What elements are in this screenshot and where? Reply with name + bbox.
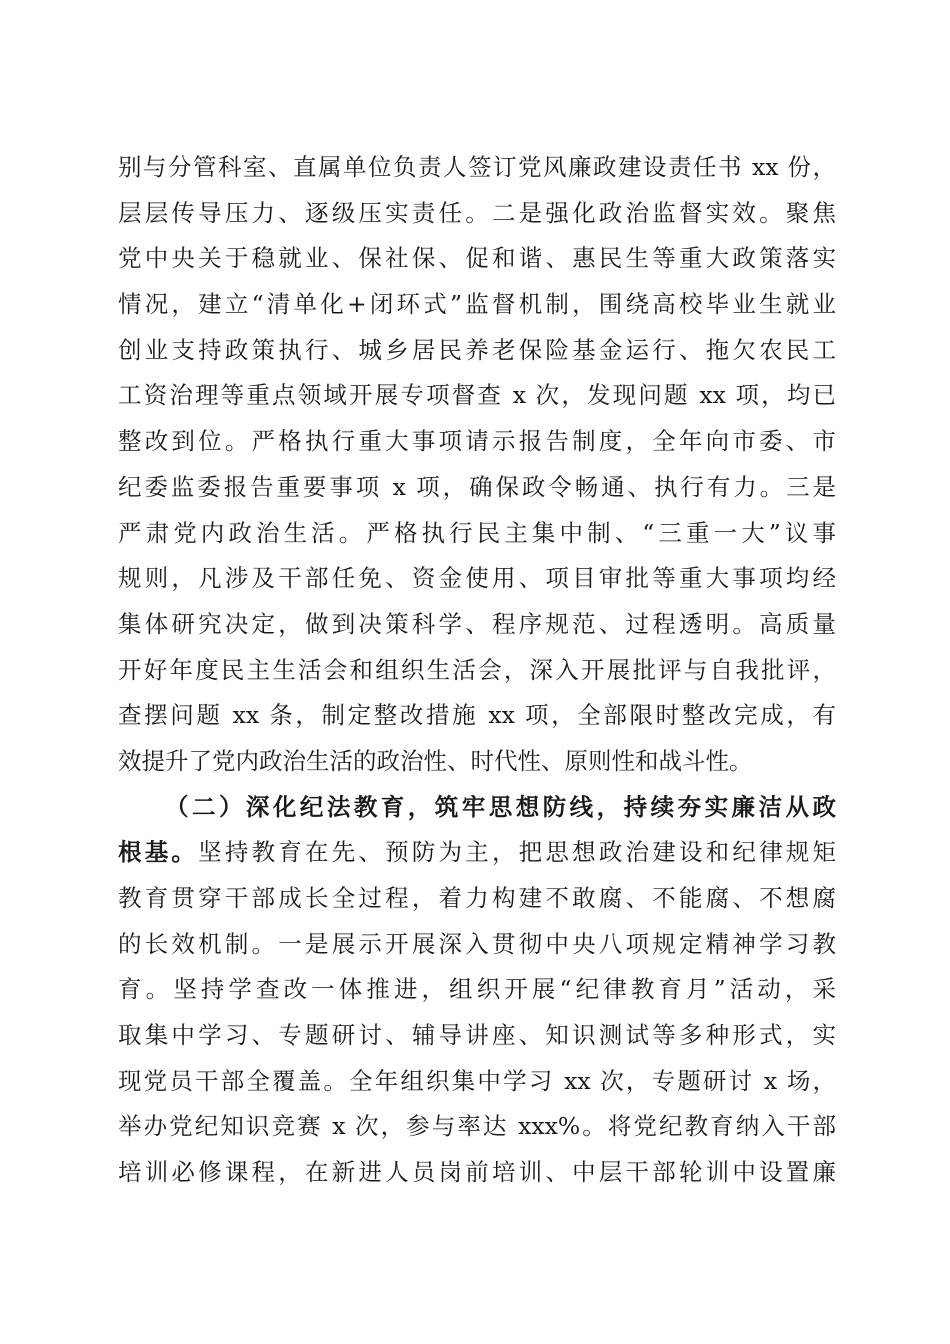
paragraph-line: 层层传导压力、逐级压实责任。二是强化政治监督实效。聚焦 xyxy=(118,198,836,227)
section-heading: （二）深化纪法教育，筑牢思想防线，持续夯实廉洁从政 xyxy=(165,792,836,821)
paragraph-line: 效提升了党内政治生活的政治性、时代性、原则性和战斗性。 xyxy=(118,746,753,775)
paragraph-line: 举办党纪知识竞赛 x 次，参与率达 xxx%。将党纪教育纳入干部 xyxy=(118,1112,836,1141)
section-heading-tail: 根基。 xyxy=(118,838,199,867)
paragraph-line: 严肃党内政治生活。严格执行民主集中制、“三重一大”议事 xyxy=(118,518,836,547)
paragraph-line: 党中央关于稳就业、保社保、促和谐、惠民生等重大政策落实 xyxy=(118,244,836,273)
section-heading-continuation xyxy=(118,830,836,876)
paragraph-line: 创业支持政策执行、城乡居民养老保险基金运行、拖欠农民工 xyxy=(118,335,836,364)
paragraph-line: 培训必修课程，在新进人员岗前培训、中层干部轮训中设置廉 xyxy=(118,1158,836,1187)
paragraph-line: 开好年度民主生活会和组织生活会，深入开展批评与自我批评， xyxy=(118,655,836,684)
paragraph-line: 育。坚持学查改一体推进，组织开展“纪律教育月”活动，采 xyxy=(118,975,836,1004)
paragraph-line: 现党员干部全覆盖。全年组织集中学习 xx 次，专题研讨 x 场， xyxy=(118,1066,836,1095)
paragraph-line: 的长效机制。一是展示开展深入贯彻中央八项规定精神学习教 xyxy=(118,929,836,958)
paragraph-line: 集体研究决定，做到决策科学、程序规范、过程透明。高质量 xyxy=(118,609,836,638)
paragraph-line: 整改到位。严格执行重大事项请示报告制度，全年向市委、市 xyxy=(118,427,836,456)
paragraph-line: 别与分管科室、直属单位负责人签订党风廉政建设责任书 xx 份， xyxy=(118,153,836,181)
paragraph-line: 取集中学习、专题研讨、辅导讲座、知识测试等多种形式，实 xyxy=(118,1021,836,1050)
section-intro-text: 坚持教育在先、预防为主，把思想政治建设和纪律规矩 xyxy=(198,838,837,867)
paragraph-line: 规则，凡涉及干部任免、资金使用、项目审批等重大事项均经 xyxy=(118,564,836,593)
paragraph-line: 查摆问题 xx 条，制定整改措施 xx 项，全部限时整改完成，有 xyxy=(118,701,836,730)
document-body xyxy=(118,145,836,1196)
paragraph-line: 教育贯穿干部成长全过程，着力构建不敢腐、不能腐、不想腐 xyxy=(118,884,836,912)
paragraph-line: 纪委监委报告重要事项 x 项，确保政令畅通、执行有力。三是 xyxy=(118,472,836,501)
paragraph-line: 工资治理等重点领域开展专项督查 x 次，发现问题 xx 项，均已 xyxy=(118,381,836,410)
paragraph-line: 情况，建立“清单化+闭环式”监督机制，围绕高校毕业生就业 xyxy=(118,290,836,319)
